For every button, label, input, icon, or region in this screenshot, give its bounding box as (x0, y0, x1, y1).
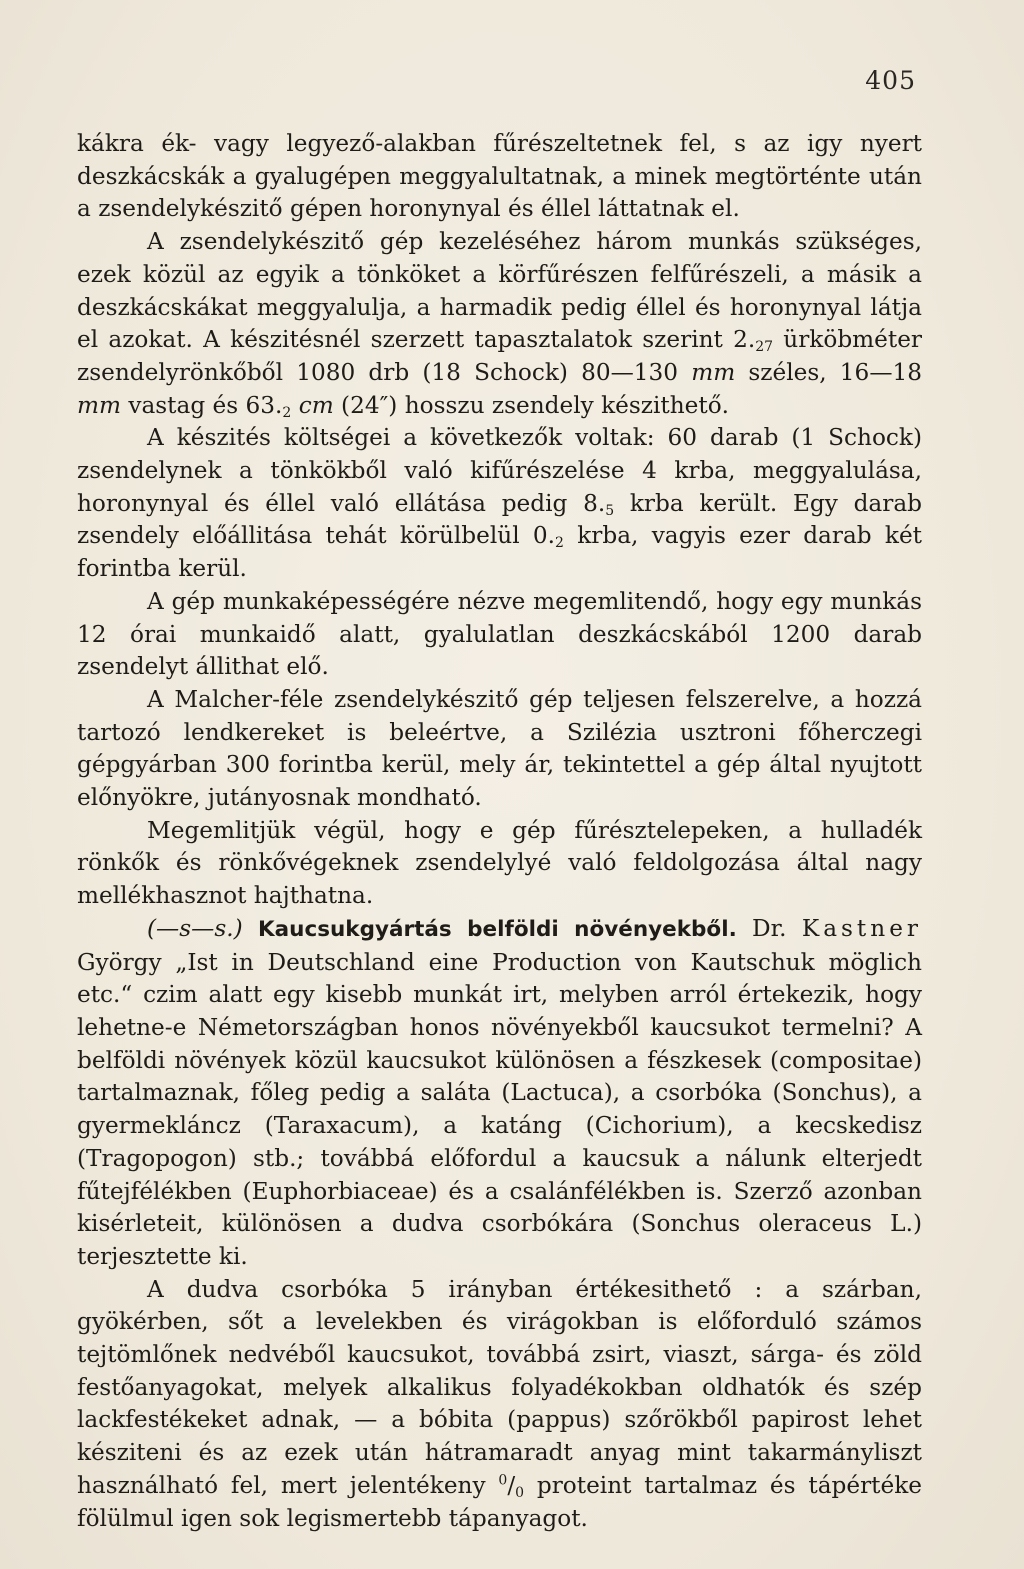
subscript: 0 (515, 1484, 525, 1501)
paragraph (77, 226, 922, 422)
paragraph (77, 128, 922, 226)
section-heading: Kaucsukgyártás belföldi növényekből. (257, 916, 737, 942)
italic-text: mm (691, 358, 736, 386)
text-run: (24″) hosszu zsendely készithető. (333, 391, 730, 419)
text-run: Megemlitjük végül, hogy e gép fűrésztelepeken, a hulladék rönkők és rönkővégeknek zsendelylyé való feldolgozása által nagy mellékhasznot hajthatna. (77, 816, 922, 910)
paragraph (77, 586, 922, 684)
text-run: kákra ék- vagy legyező-alakban fűrészeltetnek fel, s az igy nyert deszkácskák a gyalugépen meggyalultatnak, a minek megtörténte után a zsendelykészitő gépen horonynyal és éllel láttatnak el. (77, 130, 922, 223)
text-run: krba került. Egy darab zsendely előállitása tehát körülbelül 0. (77, 489, 923, 550)
superscript: 0 (498, 1472, 508, 1489)
italic-text: cm (298, 391, 334, 419)
text-run: vastag és 63. (120, 391, 283, 419)
italic-text: mm (77, 391, 121, 419)
text-run (243, 915, 258, 942)
body-text (77, 128, 922, 1535)
subscript: 2 (555, 535, 564, 552)
text-run: A készités költségei a következők voltak: 60 darab (1 Schock) zsendelynek a tönkökből való kifűrészelése 4 krba, meggyalulása, horonynyal és éllel való ellátása pedig 8. (77, 424, 922, 517)
paragraph (77, 422, 922, 586)
page-number: 405 (865, 66, 916, 95)
subscript: 5 (605, 502, 615, 519)
subscript: 2 (282, 404, 292, 421)
paragraph (77, 815, 922, 913)
paragraph (77, 1274, 922, 1536)
text-run: ürköbméter zsendelyrönkőből 1080 drb (18 Schock) 80—130 (77, 326, 922, 386)
paragraph (77, 913, 922, 1274)
text-run: Dr. (736, 914, 802, 942)
italic-text: (—s—s.) (147, 914, 243, 942)
text-run: krba, vagyis ezer darab két forintba kerül. (77, 522, 922, 583)
paragraph (77, 684, 922, 815)
text-run: A gép munkaképességére nézve megemlitendő, hogy egy munkás 12 órai munkaidő alatt, gyalulatlan deszkácskából 1200 darab zsendelyt állithat elő. (77, 587, 922, 681)
text-run: A dudva csorbóka 5 irányban értékesithető : a szárban, gyökérben, sőt a levelekben és virágokban is előforduló számos tejtömlőnek nedvéből kaucsukot, továbbá zsirt, viaszt, sárga- és zöld festőanyagokat, melyek alkalikus folyadékokban oldhatók és szép lackfestékeket adnak, — a bóbita (pappus) szőrökből papirost lehet késziteni és az ezek után hátramaradt anyag mint takarmányliszt használható fel, mert jelentékeny (77, 1275, 922, 1499)
text-run: proteint tartalmaz és tápértéke fölülmul igen sok legismertebb tápanyagot. (77, 1471, 922, 1532)
text-run (291, 392, 298, 419)
subscript: 27 (755, 339, 774, 356)
text-run: széles, 16—18 (735, 358, 923, 386)
text-run: A Malcher-féle zsendelykészitő gép teljesen felszerelve, a hozzá tartozó lendkereket is beleértve, a Szilézia usztroni főherczegi gépgyárban 300 forintba kerül, mely ár, tekintettel a gép által nyujtott előnyökre, jutányosnak mondható. (77, 685, 922, 812)
text-run: György „Ist in Deutschland eine Production von Kautschuk möglich etc.“ czim alatt egy kisebb munkát irt, melyben arról értekezik, hogy lehetne-e Németországban honos növényekből kaucsukot termelni? A belföldi növények közül kaucsukot különösen a fészkesek (compositae) tartalmaznak, főleg pedig a saláta (Lactuca), a csorbóka (Sonchus), a gyermekláncz (Taraxacum), a katáng (Cichorium), a kecskedisz (Tragopogon) stb.; továbbá előfordul a kaucsuk a nálunk elterjedt fűtejfélékben (Euphorbiaceae) és a csalánfélékben is. Szerző azonban kisérleteit, különösen a dudva csorbókára (Sonchus oleraceus L.) terjesztette ki. (77, 948, 922, 1270)
text-run: / (507, 1471, 516, 1499)
text-run: A zsendelykészitő gép kezeléséhez három munkás szükséges, ezek közül az egyik a tönköket a körfűrészen felfűrészeli, a másik a deszkácskákat meggyalulja, a harmadik pedig éllel és horonynyal látja el azokat. A készitésnél szerzett tapasztalatok szerint 2. (77, 228, 922, 354)
author-name: Kastner (801, 914, 922, 942)
